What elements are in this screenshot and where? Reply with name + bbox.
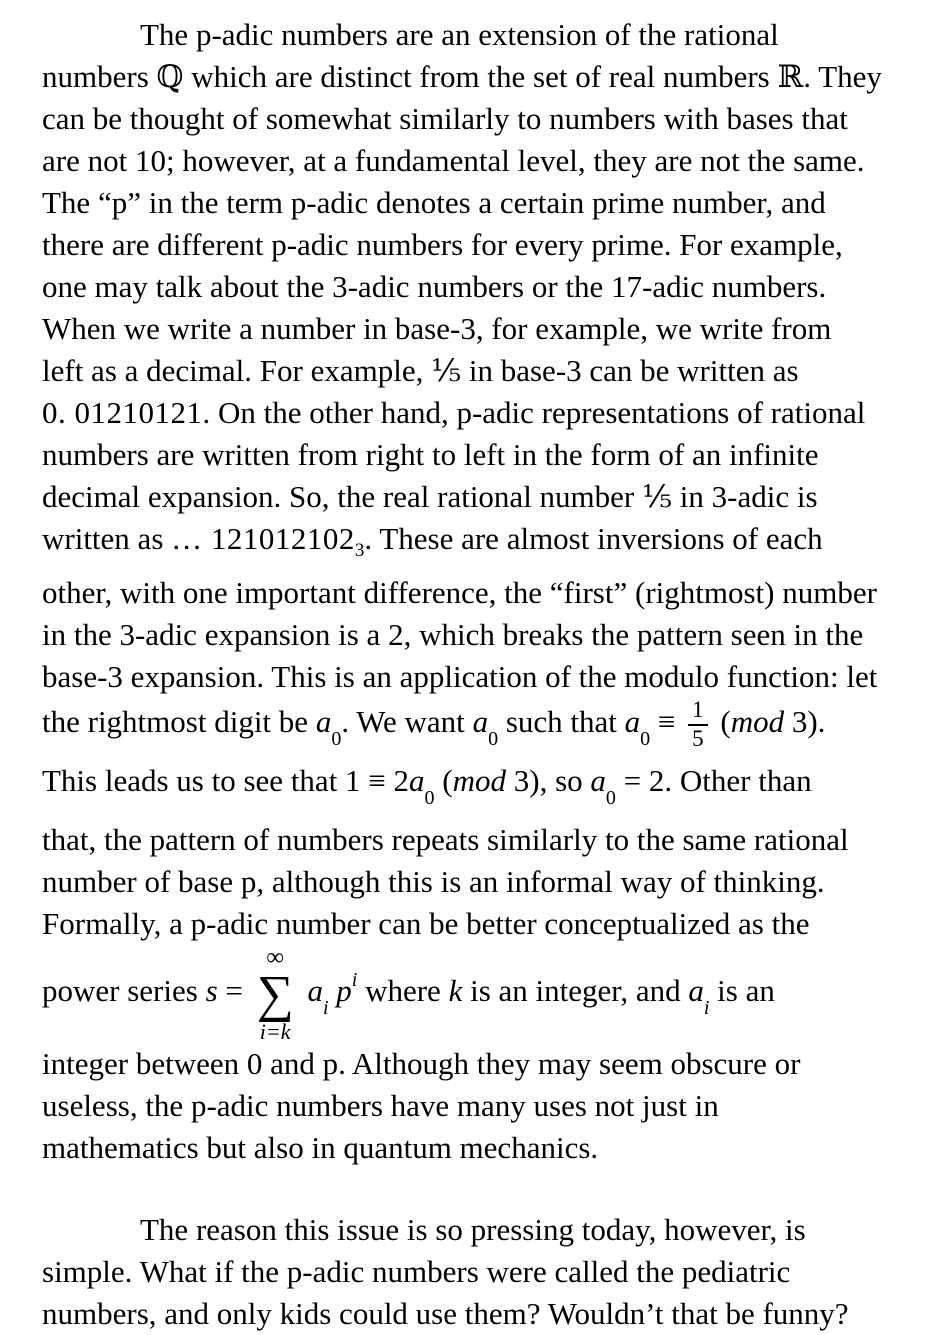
- document-body: [42, 14, 917, 1335]
- text-line: [42, 903, 917, 945]
- math-run: … 121012102: [171, 521, 355, 556]
- text-line: [42, 945, 917, 1043]
- text-run: base-3 expansion. This is an application of the modulo function: let: [42, 659, 878, 694]
- math-subscript: 0: [331, 727, 342, 750]
- text-run: The “p” in the term p-adic denotes a certain prime number, and: [42, 185, 826, 220]
- text-run: is an: [709, 972, 775, 1008]
- text-run: . These are almost inversions of each: [364, 521, 823, 556]
- text-run: there are different p-adic numbers for every prime. For example,: [42, 227, 843, 262]
- text-run: power series: [42, 972, 206, 1008]
- text-run: (: [712, 703, 731, 739]
- sigma-symbol: ∑: [256, 965, 294, 1023]
- text-run: left as a decimal. For example, ⅕ in base-3 can be written as: [42, 353, 799, 388]
- text-line: [42, 1251, 917, 1293]
- text-line: [42, 98, 917, 140]
- fraction-numerator: 1: [688, 698, 708, 726]
- text-run: 3).: [784, 703, 826, 739]
- math-subscript: i: [322, 996, 329, 1019]
- text-run: is an integer, and: [462, 972, 689, 1008]
- text-line: [42, 656, 917, 698]
- fraction: [688, 698, 708, 751]
- text-run: When we write a number in base-3, for example, we write from: [42, 311, 832, 346]
- text-run: . On the other hand, p-adic representations of rational: [202, 395, 866, 430]
- text-line: [42, 1293, 917, 1335]
- math-variable: k: [448, 972, 463, 1008]
- text-line: [42, 518, 917, 572]
- text-run: such that: [498, 703, 625, 739]
- text-line: [42, 182, 917, 224]
- text-line: [42, 1209, 917, 1251]
- math-variable: s: [205, 972, 218, 1008]
- text-run: Formally, a p-adic number can be better conceptualized as the: [42, 905, 810, 941]
- text-line: [42, 476, 917, 518]
- fraction-denominator: 5: [692, 726, 704, 752]
- text-line: [42, 140, 917, 182]
- text-line: [42, 861, 917, 903]
- text-run: other, with one important difference, the “first” (rightmost) number: [42, 575, 877, 610]
- text-run: that, the pattern of numbers repeats similarly to the same rational: [42, 821, 849, 857]
- math-subscript: 0: [640, 727, 651, 750]
- text-run: decimal expansion. So, the real rational number ⅕ in 3-adic is: [42, 479, 818, 514]
- paragraph: [42, 1209, 917, 1335]
- math-subscript: i: [703, 996, 710, 1019]
- text-line: [42, 350, 917, 392]
- text-run: The p-adic numbers are an extension of the rational: [140, 17, 779, 52]
- math-variable: a: [409, 762, 425, 798]
- text-line: [42, 819, 917, 861]
- text-run: the rightmost digit be: [42, 703, 316, 739]
- text-run: can be thought of somewhat similarly to numbers with bases that: [42, 101, 848, 136]
- sum-upper-limit: ∞: [266, 943, 285, 971]
- text-line: [42, 614, 917, 656]
- text-line: [42, 392, 917, 434]
- sum-lower-limit: i=k: [259, 1018, 291, 1044]
- text-run: written as: [42, 521, 172, 556]
- text-run: . We want: [341, 703, 473, 739]
- text-run: = 2. Other than: [615, 762, 812, 798]
- text-run: mathematics but also in quantum mechanics.: [42, 1129, 599, 1165]
- text-line: [42, 266, 917, 308]
- math-variable: a: [315, 703, 332, 739]
- text-line: [42, 308, 917, 350]
- text-line: [42, 1043, 917, 1085]
- text-run: numbers, and only kids could use them? Wouldn’t that be funny?: [42, 1295, 849, 1331]
- base-subscript: 3: [354, 540, 365, 561]
- math-variable: a: [590, 762, 606, 798]
- text-line: [42, 1127, 917, 1169]
- math-variable: a: [307, 972, 323, 1008]
- text-run: simple. What if the p-adic numbers were called the pediatric: [42, 1253, 791, 1289]
- text-run: The reason this issue is so pressing today, however, is: [140, 1211, 806, 1247]
- text-run: number of base p, although this is an informal way of thinking.: [42, 863, 825, 899]
- text-line: [42, 1085, 917, 1127]
- math-variable: mod: [452, 762, 507, 798]
- math-run: 0. 01210121: [42, 395, 203, 430]
- text-line: [42, 224, 917, 266]
- paragraph: [42, 14, 917, 1169]
- text-run: This leads us to see that 1 ≡ 2: [42, 762, 410, 798]
- text-line: [42, 572, 917, 614]
- text-run: in the 3-adic expansion is a 2, which breaks the pattern seen in the: [42, 617, 864, 652]
- text-line: [42, 434, 917, 476]
- text-line: [42, 698, 917, 760]
- text-run: ≡: [650, 703, 684, 739]
- text-run: 3), so: [506, 762, 591, 798]
- math-variable: a: [624, 703, 641, 739]
- math-variable: a: [472, 703, 489, 739]
- text-run: are not 10; however, at a fundamental level, they are not the same.: [42, 143, 865, 178]
- text-run: (: [434, 762, 453, 798]
- math-variable: p: [336, 972, 352, 1008]
- text-run: numbers are written from right to left in the form of an infinite: [42, 437, 819, 472]
- text-run: numbers ℚ which are distinct from the set of real numbers ℝ. They: [42, 59, 882, 94]
- math-variable: a: [688, 972, 704, 1008]
- math-subscript: 0: [424, 786, 435, 809]
- math-subscript: 0: [605, 786, 616, 809]
- summation: [257, 945, 294, 1043]
- text-run: integer between 0 and p. Although they may seem obscure or: [42, 1045, 801, 1081]
- math-variable: mod: [730, 703, 785, 739]
- text-line: [42, 14, 917, 56]
- text-run: =: [217, 972, 251, 1008]
- math-subscript: 0: [488, 727, 499, 750]
- text-run: one may talk about the 3-adic numbers or the 17-adic numbers.: [42, 269, 827, 304]
- text-run: useless, the p-adic numbers have many uses not just in: [42, 1087, 719, 1123]
- math-superscript: i: [351, 968, 358, 991]
- text-run: where: [357, 972, 449, 1008]
- text-line: [42, 760, 917, 819]
- text-line: [42, 56, 917, 98]
